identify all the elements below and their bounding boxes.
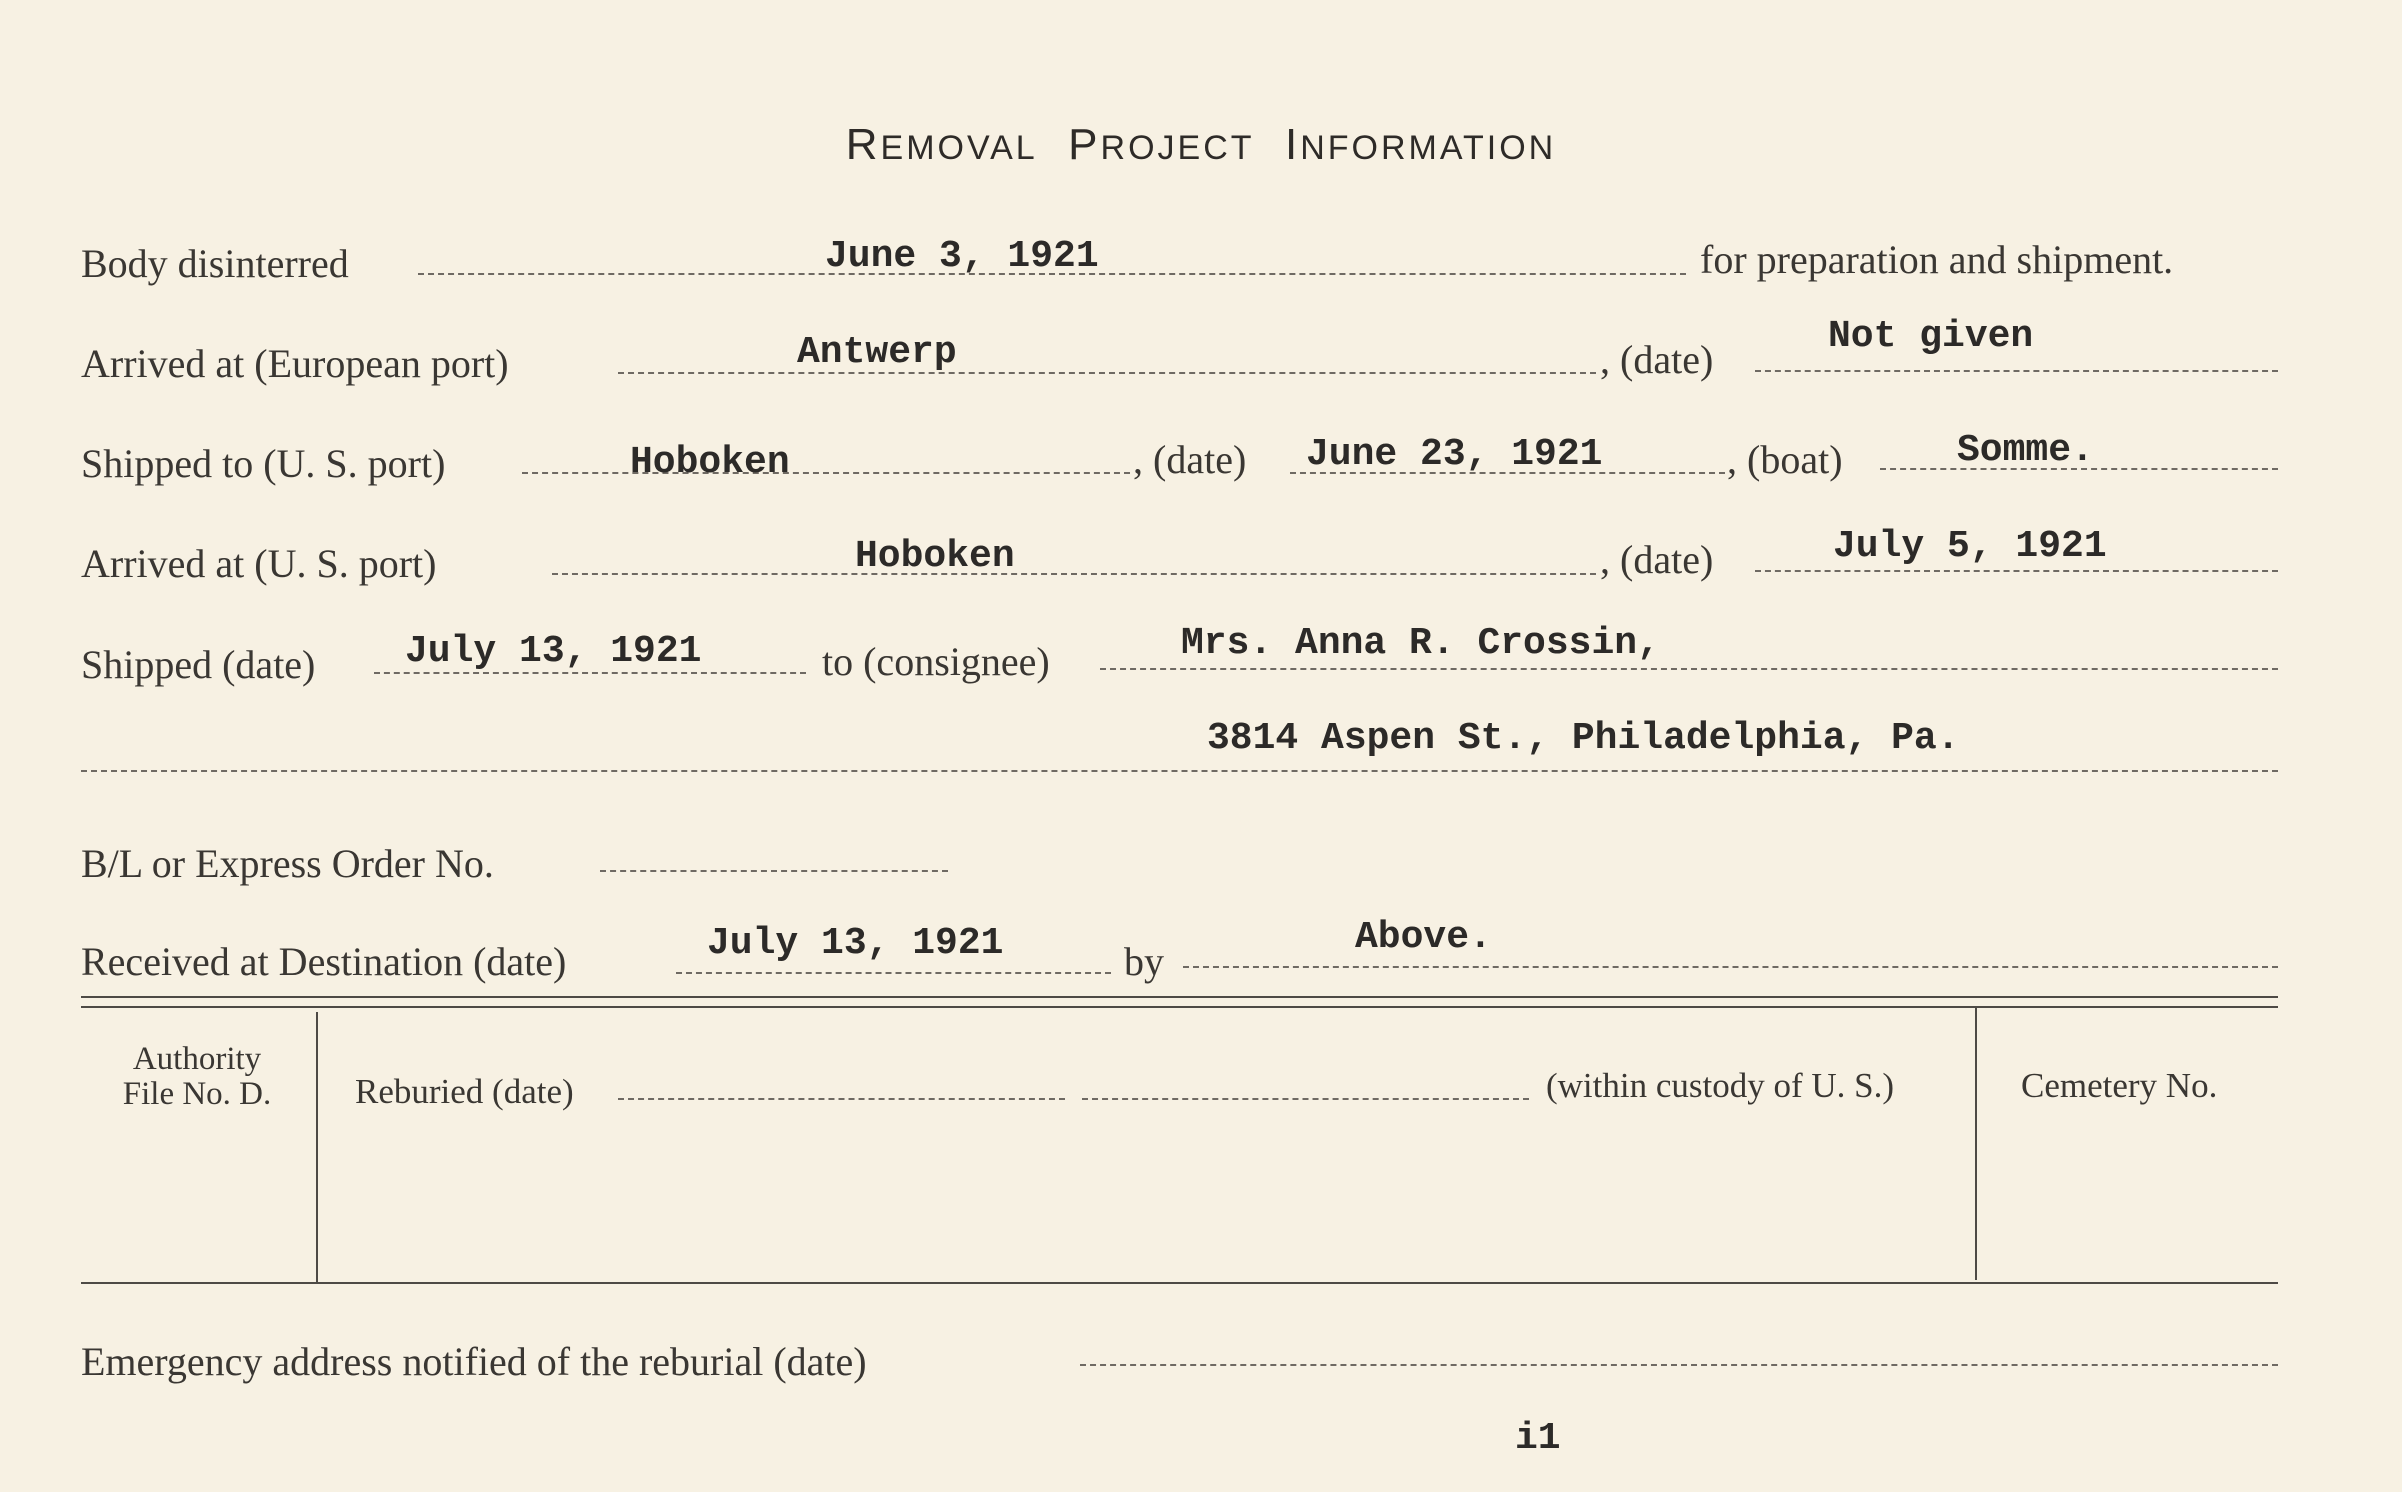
bl-order-line bbox=[600, 870, 948, 872]
reburied-line-2 bbox=[1082, 1098, 1529, 1100]
shipped-us-line bbox=[522, 472, 1130, 474]
address-value: 3814 Aspen St., Philadelphia, Pa. bbox=[1207, 717, 1960, 760]
arrived-us-date-value: July 5, 1921 bbox=[1833, 525, 2107, 568]
bl-order-label: B/L or Express Order No. bbox=[81, 841, 494, 886]
received-label: Received at Destination (date) bbox=[81, 939, 567, 984]
cemetery-label: Cemetery No. bbox=[2021, 1066, 2218, 1105]
table-top-rule-1 bbox=[81, 996, 2278, 998]
shipped-us-boat-value: Somme. bbox=[1957, 429, 2094, 472]
reburied-label: Reburied (date) bbox=[355, 1072, 574, 1111]
shipped-us-value: Hoboken bbox=[630, 441, 790, 484]
consignee-value: Mrs. Anna R. Crossin, bbox=[1181, 622, 1660, 665]
title-word-1: REMOVAL bbox=[845, 120, 1038, 169]
arrived-europe-date-value: Not given bbox=[1828, 315, 2034, 358]
authority-file-label: Authority File No. D. bbox=[122, 1041, 272, 1112]
received-value: July 13, 1921 bbox=[707, 922, 1004, 965]
body-disinterred-label: Body disinterred bbox=[81, 241, 349, 286]
shipped-date-label: Shipped (date) bbox=[81, 642, 316, 687]
emergency-label: Emergency address notified of the reburial (date) bbox=[81, 1339, 867, 1384]
shipped-us-boat-label: , (boat) bbox=[1727, 437, 1843, 482]
shipped-us-date-label: , (date) bbox=[1133, 437, 1247, 482]
shipped-us-label: Shipped to (U. S. port) bbox=[81, 441, 446, 486]
consignee-label: to (consignee) bbox=[822, 639, 1050, 684]
arrived-europe-date-label: , (date) bbox=[1600, 337, 1714, 382]
title-word-2: PROJECT bbox=[1068, 120, 1255, 169]
table-top-rule-2 bbox=[81, 1006, 2278, 1008]
card-title bbox=[0, 120, 2402, 170]
body-disinterred-value: June 3, 1921 bbox=[825, 235, 1099, 278]
title-word-3: INFORMATION bbox=[1284, 120, 1557, 169]
arrived-us-line bbox=[552, 573, 1596, 575]
received-line bbox=[676, 972, 1111, 974]
table-divider-left bbox=[316, 1012, 318, 1284]
table-divider-right bbox=[1975, 1006, 1977, 1280]
address-line bbox=[81, 770, 2278, 772]
received-by-line bbox=[1183, 966, 2278, 968]
custody-label: (within custody of U. S.) bbox=[1546, 1066, 1895, 1105]
arrived-europe-value: Antwerp bbox=[797, 331, 957, 374]
shipped-us-date-value: June 23, 1921 bbox=[1306, 433, 1603, 476]
arrived-europe-date-line bbox=[1755, 370, 2278, 372]
body-disinterred-suffix: for preparation and shipment. bbox=[1700, 237, 2174, 282]
table-bottom-rule bbox=[81, 1282, 2278, 1284]
arrived-europe-label: Arrived at (European port) bbox=[81, 341, 509, 386]
consignee-line bbox=[1100, 668, 2278, 670]
reburied-line-1 bbox=[618, 1098, 1065, 1100]
arrived-us-date-line bbox=[1755, 570, 2278, 572]
shipped-date-value: July 13, 1921 bbox=[405, 630, 702, 673]
arrived-europe-line bbox=[618, 372, 1596, 374]
emergency-line bbox=[1080, 1364, 2278, 1366]
arrived-us-value: Hoboken bbox=[855, 535, 1015, 578]
received-by-value: Above. bbox=[1355, 916, 1492, 959]
arrived-us-date-label: , (date) bbox=[1600, 537, 1714, 582]
footer-code: i1 bbox=[1515, 1417, 1561, 1460]
arrived-us-label: Arrived at (U. S. port) bbox=[81, 541, 437, 586]
received-by-label: by bbox=[1124, 939, 1164, 984]
